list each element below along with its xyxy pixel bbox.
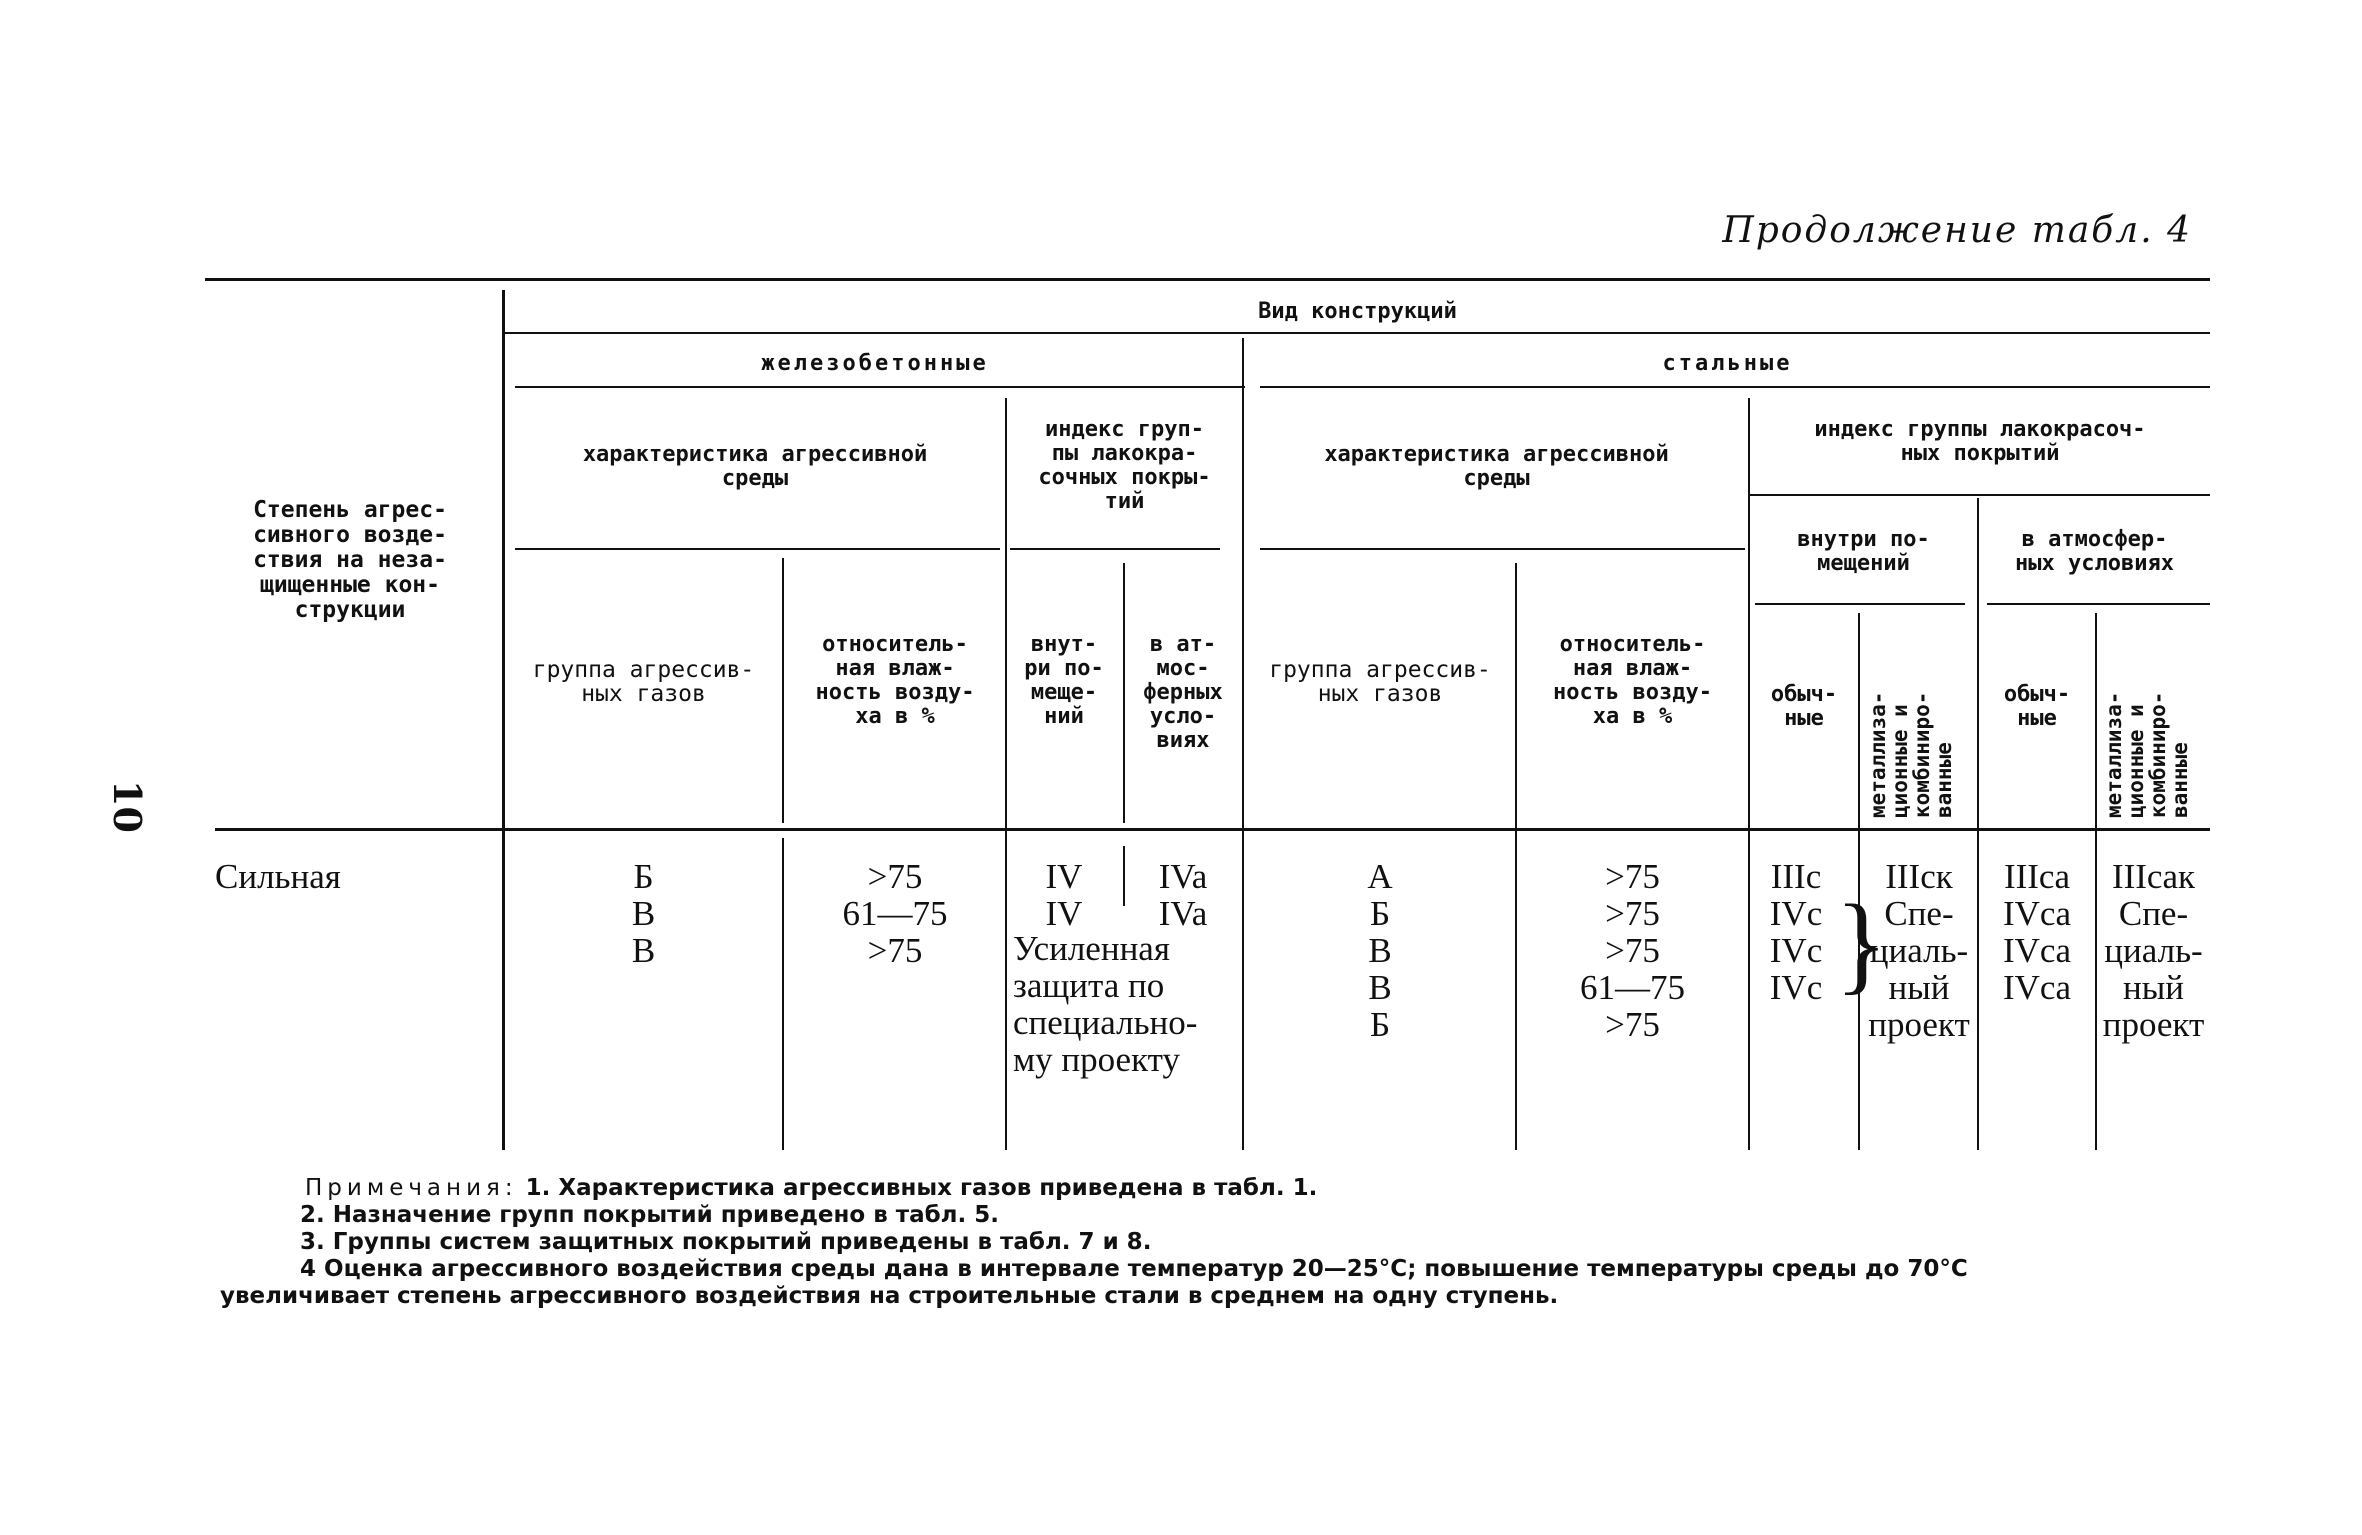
header-degree: Степень агрес- сивного возде- ствия на неза- щищенные кон- струкции [253,497,447,623]
row-degree: Сильная [215,857,341,896]
header-paint-index-steel: индекс группы лакокрасоч- ных покрытий [1814,417,2146,466]
vrule-2b [782,838,784,1150]
note-3: 3. Группы систем защитных покрытий приведены в табл. 7 и 8. [300,1229,1152,1255]
continuation-title: Продолжение табл. 4 [1722,210,2192,251]
rule-header-bottom [215,828,2210,831]
rule-steel-in [1755,603,1965,605]
note-1 [220,1175,2200,1202]
rule-rc [515,386,1245,388]
rule-rc-index [1010,548,1220,550]
note-4b: увеличивает степень агрессивного воздействия на строительные стали в среднем на одну ступень. [220,1283,1559,1309]
rc-special-note: Усиленная защита по специально- му проекту [1013,929,1198,1079]
vrule-1 [502,290,505,1150]
header-humidity-steel: относитель- ная влаж- ность возду- ха в % [1553,632,1712,729]
vrule-2 [782,558,784,823]
header-aggressive-char-steel: характеристика агрессивной среды [1324,442,1669,491]
steel-outdoor-metallized: IIIcак Спе- циаль- ный проект [2102,857,2205,1044]
steel-humidity: >75 >75 >75 61—75 >75 [1580,857,1685,1044]
vrule-9 [1977,498,1979,1150]
note-4a: 4 Оценка агрессивного воздействия среды дана в интервале температур 20—25°С; повышение температуры среды до 70°С [300,1256,1968,1282]
header-metallized-steel-out: металлиза- ционные и комбиниро- ванные [2102,691,2192,818]
header-paint-index-rc: индекс груп- пы лакокра- сочных покры- тий [1038,417,1211,514]
steel-indoor-ordinary: IIIc IVc IVc IVc [1769,857,1823,1007]
notes [220,1175,2200,1310]
page-number: 10 [105,780,150,833]
rc-indoor: IV IV [1045,857,1083,933]
rule-vid [505,332,2210,334]
note-2: 2. Назначение групп покрытий приведено в табл. 5. [300,1202,999,1228]
rule-steel [1260,386,2210,388]
header-metallized-steel-in: металлиза- ционные и комбиниро- ванные [1866,691,1956,818]
steel-indoor-metallized: IIIск Спе- циаль- ный проект [1868,857,1970,1044]
steel-gas-group: А Б В В Б [1367,857,1393,1044]
header-ordinary-steel-in: обыч- ные [1770,682,1838,731]
rule-rc-char [515,548,1000,550]
rc-humidity: >75 61—75 >75 [842,857,948,970]
header-gas-group-rc: группа агрессив- ных газов [532,657,755,707]
rule-steel-index [1750,494,2210,496]
header-outdoor-rc: в ат- мос- ферных усло- виях [1143,632,1223,753]
table-top-rule [205,278,2210,281]
steel-brace: } [1835,882,1888,1004]
header-indoor-rc: внут- ри по- меще- ний [1024,632,1104,729]
steel-outdoor-ordinary: IIIca IVca IVca IVca [2002,857,2071,1007]
header-aggressive-char-rc: характеристика агрессивной среды [582,442,928,491]
data-table [205,278,2210,1158]
header-outdoor-steel: в атмосфер- ных условиях [2015,527,2174,576]
note-1-text: 1. Характеристика агрессивных газов приведена в табл. 1. [525,1175,1318,1201]
header-gas-group-steel: группа агрессив- ных газов [1269,657,1491,707]
vrule-7 [1748,398,1750,1150]
header-humidity-rc: относитель- ная влаж- ность возду- ха в % [815,632,975,729]
rule-steel-char [1260,548,1745,550]
rc-gas-group: Б В В [631,857,656,970]
rc-outdoor: IVa IVa [1158,857,1208,933]
header-type-of-structures: Вид конструкций [1258,299,1457,324]
header-reinforced-concrete: железобетонные [761,351,989,376]
notes-label: Примечания: [305,1175,518,1201]
rule-steel-out [1987,603,2210,605]
header-steel: стальные [1662,351,1793,376]
header-ordinary-steel-out: обыч- ные [2003,682,2071,731]
header-indoor-steel: внутри по- мещений [1797,527,1930,576]
